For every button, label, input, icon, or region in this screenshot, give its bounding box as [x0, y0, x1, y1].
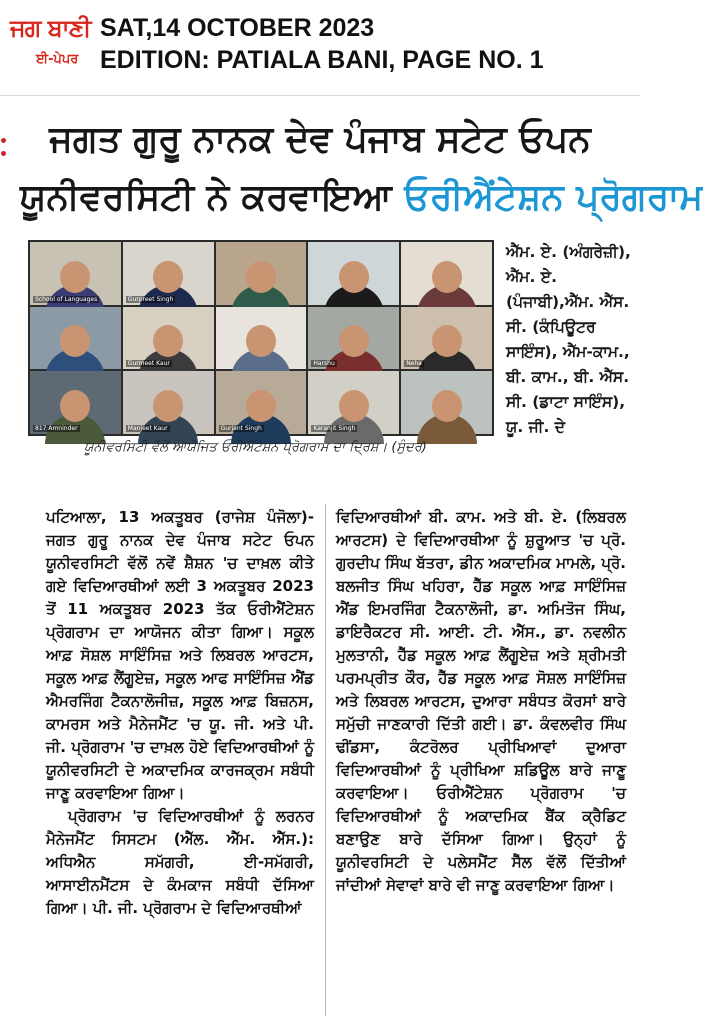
- participant-tile: [30, 242, 121, 305]
- video-call-photo: [28, 240, 494, 436]
- participant-tile: [308, 371, 399, 434]
- headline-line-2: [20, 176, 703, 220]
- participant-name: Gurpreet Singh: [127, 295, 174, 303]
- logo-wordmark: ਜਗ ਬਾਣੀ: [10, 14, 91, 42]
- participant-tile: [123, 242, 214, 305]
- participant-face: [153, 261, 183, 293]
- participant-face: [432, 390, 462, 422]
- article-paragraph: ਪਟਿਆਲਾ, 13 ਅਕਤੂਬਰ (ਰਾਜੇਸ਼ ਪੰਜੋਲਾ)- ਜਗਤ ਗੁਰੂ ਨਾਨਕ ਦੇਵ ਪੰਜਾਬ ਸਟੇਟ ਓਪਨ ਯੂਨੀਵਰਸਿਟੀ ਵੱਲੋਂ ਨਵੇਂ ਸ਼ੈਸ਼ਨ 'ਚ ਦਾਖ਼ਲ ਕੀਤੇ ਗਏ ਵਿਦਿਆਰਥੀਆਂ ਲਈ 3 ਅਕਤੂਬਰ 2023 ਤੋਂ 11 ਅਕਤੂਬਰ 2023 ਤੱਕ ਓਰੀਐਂਟੇਸ਼ਨ ਪ੍ਰੋਗਰਾਮ ਦਾ ਆਯੋਜਨ ਕੀਤਾ ਗਿਆ। ਸਕੂਲ ਆਫ਼ ਸੋਸ਼ਲ ਸਾਇੰਸਿਜ਼ ਅਤੇ ਲਿਬਰਲ ਆਰਟਸ, ਸਕੂਲ ਆਫ਼ ਲੈਂਗੂਏਜ਼, ਸਕੂਲ ਆਫ ਸਾਇੰਸਿਜ਼ ਐਂਡ ਐਮਰਜਿੰਗ ਟੈਕਨਾਲੋਜੀਜ਼, ਸਕੂਲ ਆਫ਼ ਬਿਜ਼ਨਸ, ਕਾਮਰਸ ਅਤੇ ਮੈਨੇਜਮੈਂਟ 'ਚ ਯੂ. ਜੀ. ਅਤੇ ਪੀ. ਜੀ. ਪ੍ਰੋਗਰਾਮ 'ਚ ਦਾਖ਼ਲ ਹੋਏ ਵਿਦਿਆਰਥੀਆਂ ਨੂੰ ਯੂਨੀਵਰਸਿਟੀ ਦੇ ਅਕਾਦਮਿਕ ਕਾਰਜਕ੍ਰਮ ਸਬੰਧੀ ਜਾਣੂ ਕਰਵਾਇਆ ਗਿਆ।: [46, 508, 314, 802]
- jagbani-logo: [6, 8, 94, 86]
- participant-name: 817 Amninder: [35, 425, 78, 432]
- epaper-header: [0, 0, 640, 96]
- participant-tile: [216, 307, 307, 370]
- participant-name: Manjeet Kaur: [127, 425, 168, 432]
- participant-tile: [401, 371, 492, 434]
- edition-line: EDITION: PATIALA BANI, PAGE NO. 1: [100, 46, 544, 74]
- participant-tile: [216, 242, 307, 305]
- participant-tile: [308, 307, 399, 370]
- participant-tile: [401, 242, 492, 305]
- participant-tile: [401, 307, 492, 370]
- logo-subtitle: ਈ-ਪੇਪਰ: [36, 52, 79, 67]
- participant-tile: [30, 371, 121, 434]
- participant-tile: [216, 371, 307, 434]
- photo-caption: ਯੂਨੀਵਰਸਿਟੀ ਵੱਲੋਂ ਆਯੋਜਿਤ ਓਰੀਐਂਟੇਸ਼ਨ ਪ੍ਰੋਗਰਾਮ ਦਾ ਦ੍ਰਿਸ਼। (ਸੁੰਦਰ): [84, 440, 427, 455]
- side-column-text: ਐੱਮ. ਏ. (ਅੰਗਰੇਜ਼ੀ), ਐੱਮ. ਏ.(ਪੰਜਾਬੀ),ਐੱਮ. ਐੱਸ. ਸੀ. (ਕੰਪਿਊਟਰ ਸਾਇੰਸ), ਐੱਮ-ਕਾਮ., ਬੀ. ਕਾਮ., ਬੀ. ਐੱਸ. ਸੀ. (ਡਾਟਾ ਸਾਇੰਸ), ਯੂ. ਜੀ. ਦੇ: [506, 243, 631, 436]
- participant-name: School of Languages: [35, 295, 98, 303]
- headline-line-2-text: ਯੂਨੀਵਰਸਿਟੀ ਨੇ ਕਰਵਾਇਆ: [20, 177, 405, 218]
- article-column-right: [336, 506, 626, 1016]
- participant-face: [432, 261, 462, 293]
- participant-face: [246, 261, 276, 293]
- participant-tile: [308, 242, 399, 305]
- participant-face: [432, 325, 462, 357]
- participant-name: Harshu: [313, 360, 335, 368]
- article-paragraph: ਪ੍ਰੋਗਰਾਮ 'ਚ ਵਿਦਿਆਰਥੀਆਂ ਨੂੰ ਲਰਨਰ ਮੈਨੇਜਮੈਂਟ ਸਿਸਟਮ (ਐੱਲ. ਐੱਮ. ਐੱਸ.): ਅਧਿਐਨ ਸਮੱਗਰੀ, ਈ-ਸਮੱਗਰੀ, ਆਸਾਈਨਮੈਂਟਸ ਦੇ ਕੰਮਕਾਜ ਸਬੰਧੀ ਦੱਸਿਆ ਗਿਆ। ਪੀ. ਜੀ. ਪ੍ਰੋਗਰਾਮ ਦੇ ਵਿਦਿਆਰਥੀਆਂ: [46, 807, 314, 917]
- page-edge-marks: [0, 130, 8, 190]
- participant-tile: [123, 307, 214, 370]
- headline-accent: ਓਰੀਐਂਟੇਸ਼ਨ ਪ੍ਰੋਗਰਾਮ: [404, 177, 703, 218]
- headline-line-1: ਜਗਤ ਗੁਰੂ ਨਾਨਕ ਦੇਵ ਪੰਜਾਬ ਸਟੇਟ ਓਪਨ: [49, 119, 591, 160]
- participant-name: Neha: [406, 360, 422, 368]
- column-divider: [325, 504, 326, 1016]
- participant-tile: [123, 371, 214, 434]
- participant-face: [60, 261, 90, 293]
- participant-name: Gurmeet Kaur: [127, 360, 170, 368]
- participant-name: Karanjit Singh: [313, 425, 356, 432]
- participant-face: [339, 325, 369, 357]
- article-paragraph: ਵਿਦਿਆਰਥੀਆਂ ਬੀ. ਕਾਮ. ਅਤੇ ਬੀ. ਏ. (ਲਿਬਰਲ ਆਰਟਸ) ਦੇ ਵਿਦਿਆਰਥੀਆ ਨੂੰ ਸ਼ੁਰੂਆਤ 'ਚ ਪ੍ਰੋ. ਗੁਰਦੀਪ ਸਿੰਘ ਬੱਤਰਾ, ਡੀਨ ਅਕਾਦਮਿਕ ਮਾਮਲੇ, ਪ੍ਰੋ. ਬਲਜੀਤ ਸਿੰਘ ਖਹਿਰਾ, ਹੈੱਡ ਸਕੂਲ ਆਫ਼ ਸਾਇੰਸਿਜ਼ ਐਂਡ ਇਮਰਜਿੰਗ ਟੈਕਨਾਲੋਜੀ, ਡਾ. ਅਮਿਤੋਜ ਸਿੰਘ, ਡਾਇਰੈਕਟਰ ਸੀ. ਆਈ. ਟੀ. ਐੱਸ., ਡਾ. ਨਵਲੀਨ ਮੁਲਤਾਨੀ, ਹੈੱਡ ਸਕੂਲ ਆਫ਼ ਲੈਂਗੂਏਜ਼ ਅਤੇ ਸ਼੍ਰੀਮਤੀ ਪਰਮਪ੍ਰੀਤ ਕੌਰ, ਹੈੱਡ ਸਕੂਲ ਆਫ਼ ਸੋਸ਼ਲ ਸਾਇੰਸਿਜ਼ ਅਤੇ ਲਿਬਰਲ ਆਰਟਸ, ਦੁਆਰਾ ਸਬੰਧਤ ਕੋਰਸਾਂ ਬਾਰੇ ਸਮੁੱਚੀ ਜਾਣਕਾਰੀ ਦਿੱਤੀ ਗਈ। ਡਾ. ਕੰਵਲਵੀਰ ਸਿੰਘ ਢੀਂਡਸਾ, ਕੰਟਰੋਲਰ ਪ੍ਰੀਖਿਆਵਾਂ ਦੁਆਰਾ ਵਿਦਿਆਰਥੀਆਂ ਨੂੰ ਪ੍ਰੀਖਿਆ ਸ਼ਡਿਊਲ ਬਾਰੇ ਜਾਣੂ ਕਰਵਾਇਆ। ਓਰੀਐਂਟੇਸ਼ਨ ਪ੍ਰੋਗਰਾਮ 'ਚ ਵਿਦਿਆਰਥੀਆਂ ਨੂੰ ਅਕਾਦਮਿਕ ਬੈਂਕ ਕ੍ਰੈਡਿਟ ਬਣਾਉਣ ਬਾਰੇ ਦੱਸਿਆ ਗਿਆ। ਉਨ੍ਹਾਂ ਨੂੰ ਯੂਨੀਵਰਸਿਟੀ ਦੇ ਪਲੇਸਮੈਂਟ ਸੈੱਲ ਵੱਲੋਂ ਦਿੱਤੀਆਂ ਜਾਂਦੀਆਂ ਸੇਵਾਵਾਂ ਬਾਰੇ ਵੀ ਜਾਣੂ ਕਰਵਾਇਆ ਗਿਆ।: [336, 508, 626, 894]
- participant-face: [246, 390, 276, 422]
- article-column-left: [46, 506, 314, 1016]
- issue-date: SAT,14 OCTOBER 2023: [100, 14, 375, 42]
- participant-face: [339, 261, 369, 293]
- participant-face: [339, 390, 369, 422]
- participant-name: Gurjant Singh: [220, 425, 262, 432]
- participant-tile: [30, 307, 121, 370]
